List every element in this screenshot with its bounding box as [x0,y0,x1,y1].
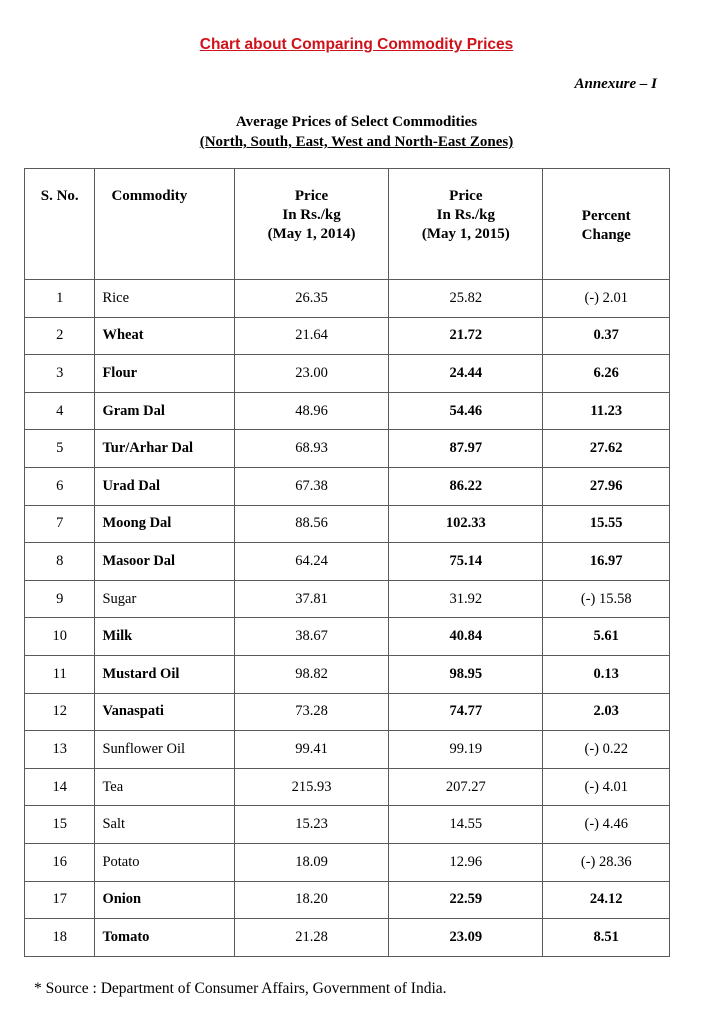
cell-percent-change: 2.03 [543,693,670,731]
table-heading [0,112,713,152]
table-row [25,505,670,543]
cell-commodity: Tur/Arhar Dal [95,430,234,468]
cell-percent-change: 8.51 [543,919,670,957]
cell-price-2014: 67.38 [234,467,388,505]
table-row [25,693,670,731]
table-row [25,731,670,769]
table-body [25,280,670,957]
cell-commodity: Sunflower Oil [95,731,234,769]
cell-commodity: Gram Dal [95,392,234,430]
cell-percent-change: 0.13 [543,655,670,693]
cell-price-2014: 99.41 [234,731,388,769]
heading-line-2: (North, South, East, West and North-East Zones) [199,134,514,150]
cell-percent-change: 27.96 [543,467,670,505]
table-row [25,806,670,844]
cell-sno: 17 [25,881,95,919]
header-price-2015 [389,169,543,280]
cell-price-2014: 18.09 [234,843,388,881]
table-row [25,580,670,618]
cell-commodity: Moong Dal [95,505,234,543]
cell-price-2014: 26.35 [234,280,388,318]
header-sno [25,169,95,280]
cell-price-2015: 25.82 [389,280,543,318]
table-row [25,843,670,881]
cell-commodity: Masoor Dal [95,543,234,581]
cell-percent-change: (-) 4.46 [543,806,670,844]
cell-commodity: Sugar [95,580,234,618]
header-price-2014-line-3: (May 1, 2014) [267,226,356,242]
cell-sno: 11 [25,655,95,693]
cell-sno: 15 [25,806,95,844]
header-price-2015-line-2: In Rs./kg [436,207,495,223]
cell-price-2014: 98.82 [234,655,388,693]
cell-sno: 18 [25,919,95,957]
cell-percent-change: 11.23 [543,392,670,430]
cell-price-2015: 102.33 [389,505,543,543]
cell-commodity: Wheat [95,317,234,355]
cell-price-2015: 86.22 [389,467,543,505]
commodity-price-table [24,168,670,957]
cell-price-2015: 40.84 [389,618,543,656]
cell-price-2014: 38.67 [234,618,388,656]
annexure-label: Annexure – I [574,76,657,92]
source-note: * Source : Department of Consumer Affairs, Government of India. [34,980,447,997]
table-header-row [25,169,670,280]
header-change-line-2: Change [581,227,631,243]
table-row [25,392,670,430]
cell-percent-change: (-) 15.58 [543,580,670,618]
header-price-2014-line-1: Price [294,188,329,204]
cell-sno: 13 [25,731,95,769]
cell-sno: 4 [25,392,95,430]
table-row [25,280,670,318]
cell-price-2014: 48.96 [234,392,388,430]
cell-commodity: Milk [95,618,234,656]
table-row [25,618,670,656]
cell-percent-change: (-) 2.01 [543,280,670,318]
cell-price-2014: 68.93 [234,430,388,468]
cell-sno: 3 [25,355,95,393]
cell-percent-change: (-) 0.22 [543,731,670,769]
cell-percent-change: (-) 4.01 [543,768,670,806]
header-commodity-label: Commodity [111,188,188,204]
cell-price-2015: 75.14 [389,543,543,581]
table-row [25,881,670,919]
table-row [25,768,670,806]
cell-sno: 10 [25,618,95,656]
page-title: Chart about Comparing Commodity Prices [199,36,514,53]
cell-price-2015: 14.55 [389,806,543,844]
cell-price-2015: 54.46 [389,392,543,430]
cell-percent-change: 15.55 [543,505,670,543]
cell-price-2015: 87.97 [389,430,543,468]
cell-percent-change: 0.37 [543,317,670,355]
cell-price-2014: 23.00 [234,355,388,393]
header-sno-label: S. No. [40,188,79,204]
table-row [25,655,670,693]
cell-price-2014: 21.28 [234,919,388,957]
cell-price-2015: 12.96 [389,843,543,881]
table-row [25,430,670,468]
header-percent-change [543,169,670,280]
cell-sno: 6 [25,467,95,505]
table-row [25,919,670,957]
cell-sno: 2 [25,317,95,355]
cell-price-2015: 98.95 [389,655,543,693]
cell-commodity: Salt [95,806,234,844]
cell-price-2014: 21.64 [234,317,388,355]
header-commodity [95,169,234,280]
table-row [25,355,670,393]
cell-sno: 9 [25,580,95,618]
cell-percent-change: 5.61 [543,618,670,656]
cell-price-2015: 99.19 [389,731,543,769]
heading-line-1: Average Prices of Select Commodities [235,114,478,130]
cell-sno: 12 [25,693,95,731]
cell-commodity: Onion [95,881,234,919]
cell-percent-change: 16.97 [543,543,670,581]
cell-commodity: Vanaspati [95,693,234,731]
cell-sno: 5 [25,430,95,468]
cell-commodity: Rice [95,280,234,318]
cell-percent-change: 27.62 [543,430,670,468]
table-row [25,543,670,581]
header-change-line-1: Percent [581,208,631,224]
cell-price-2015: 207.27 [389,768,543,806]
cell-sno: 14 [25,768,95,806]
header-price-2014 [234,169,388,280]
cell-price-2014: 88.56 [234,505,388,543]
cell-percent-change: 24.12 [543,881,670,919]
cell-sno: 8 [25,543,95,581]
header-price-2015-line-1: Price [449,188,483,204]
cell-price-2014: 73.28 [234,693,388,731]
cell-commodity: Potato [95,843,234,881]
cell-percent-change: (-) 28.36 [543,843,670,881]
cell-sno: 1 [25,280,95,318]
cell-price-2014: 18.20 [234,881,388,919]
cell-percent-change: 6.26 [543,355,670,393]
cell-price-2015: 22.59 [389,881,543,919]
table-row [25,317,670,355]
cell-price-2015: 24.44 [389,355,543,393]
cell-price-2015: 74.77 [389,693,543,731]
cell-sno: 7 [25,505,95,543]
table-row [25,467,670,505]
header-price-2015-line-3: (May 1, 2015) [421,226,510,242]
cell-sno: 16 [25,843,95,881]
cell-price-2014: 15.23 [234,806,388,844]
cell-commodity: Tomato [95,919,234,957]
cell-price-2014: 37.81 [234,580,388,618]
cell-commodity: Flour [95,355,234,393]
cell-price-2014: 64.24 [234,543,388,581]
header-price-2014-line-2: In Rs./kg [282,207,341,223]
cell-price-2014: 215.93 [234,768,388,806]
cell-commodity: Tea [95,768,234,806]
cell-commodity: Urad Dal [95,467,234,505]
cell-price-2015: 21.72 [389,317,543,355]
cell-commodity: Mustard Oil [95,655,234,693]
cell-price-2015: 31.92 [389,580,543,618]
cell-price-2015: 23.09 [389,919,543,957]
